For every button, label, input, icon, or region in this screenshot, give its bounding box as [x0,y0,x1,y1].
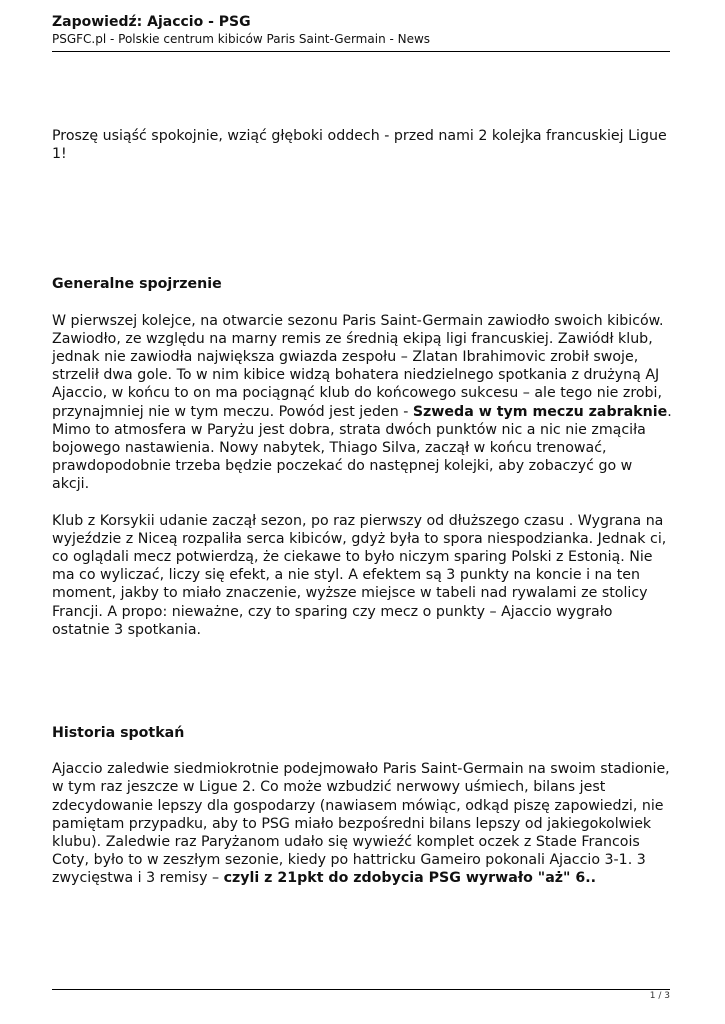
overview-text-a: W pierwszej kolejce, na otwarcie sezonu Paris Saint-Germain zawiodło swoich kibiców. Zawiodło, ze względu na marny remis ze średnią ekipą ligi francuskiej. Zawiódł klub, jednak nie zawiodła największa gwiazda zespołu – Zlatan Ibrahimovic zrobił swoje, strzelił dwa gole. To w nim kibice widzą bohatera niedzielnego spotkania z drużyną AJ Ajaccio, w końcu to on ma pociągnąć klub do końcowego sukcesu – ale tego nie zrobi, przynajmniej nie w tym meczu. Powód jest jeden - [52,312,664,420]
overview-paragraph-1 [52,312,672,494]
history-bold-text: czyli z 21pkt do zdobycia PSG wyrwało "aż" 6.. [223,870,597,887]
overview-text-b: . Mimo to atmosfera w Paryżu jest dobra, strata dwóch punktów nic a nic nie zmąciła bojowego nastawienia. Nowy nabytek, Thiago Silva, zaczął w końcu trenować, prawdopodobnie trzeba będzie poczekać do następnej kolejki, aby zobaczyć go w akcji. [52,403,672,493]
document-subtitle: PSGFC.pl - Polskie centrum kibiców Paris Saint-Germain - News [52,32,431,46]
document-header [52,14,670,47]
section-heading-overview: Generalne spojrzenie [52,276,222,293]
page-number: 1 / 3 [649,991,670,1001]
footer-divider [52,989,670,990]
history-text: Ajaccio zaledwie siedmiokrotnie podejmowało Paris Saint-Germain na swoim stadionie, w tym raz jeszcze w Ligue 2. Co może wzbudzić nerwowy uśmiech, bilans jest zdecydowanie lepszy dla gospodarzy (nawiasem mówiąc, odkąd piszę zapowiedzi, nie pamiętam przypadku, aby to PSG miało bezpośredni bilans lepszy od jakiegokolwiek klubu). Zaledwie raz Paryżanom udało się wywieźć komplet oczek z Stade Francois Coty, było to w zeszłym sezonie, kiedy po hattricku Gameiro pokonali Ajaccio 3-1. 3 zwycięstwa i 3 remisy – [52,761,670,887]
article-body [52,127,672,888]
section-heading-history: Historia spotkań [52,725,185,742]
document-title: Zapowiedź: Ajaccio - PSG [52,14,251,30]
overview-bold-text: Szweda w tym meczu zabraknie [412,403,668,420]
history-paragraph [52,760,672,887]
intro-paragraph: Proszę usiąść spokojnie, wziąć głęboki oddech - przed nami 2 kolejka francuskiej Ligue 1! [52,128,667,163]
header-divider [52,51,670,52]
overview-paragraph-2: Klub z Korsykii udanie zaczął sezon, po raz pierwszy od dłuższego czasu . Wygrana na wyjeździe z Niceą rozpaliła serca kibiców, gdyż była to spora niespodzianka. Jednak ci, co oglądali mecz potwierdzą, że ciekawe to było niczym sparing Polski z Estonią. Nie ma co wyliczać, liczy się efekt, a nie styl. A efektem są 3 punkty na koncie i na ten moment, jakby to miało znaczenie, wyższe miejsce w tabeli nad rywalami ze stolicy Francji. A propo: nieważne, czy to sparing czy mecz o punkty – Ajaccio wygrało ostatnie 3 spotkania. [52,512,667,638]
